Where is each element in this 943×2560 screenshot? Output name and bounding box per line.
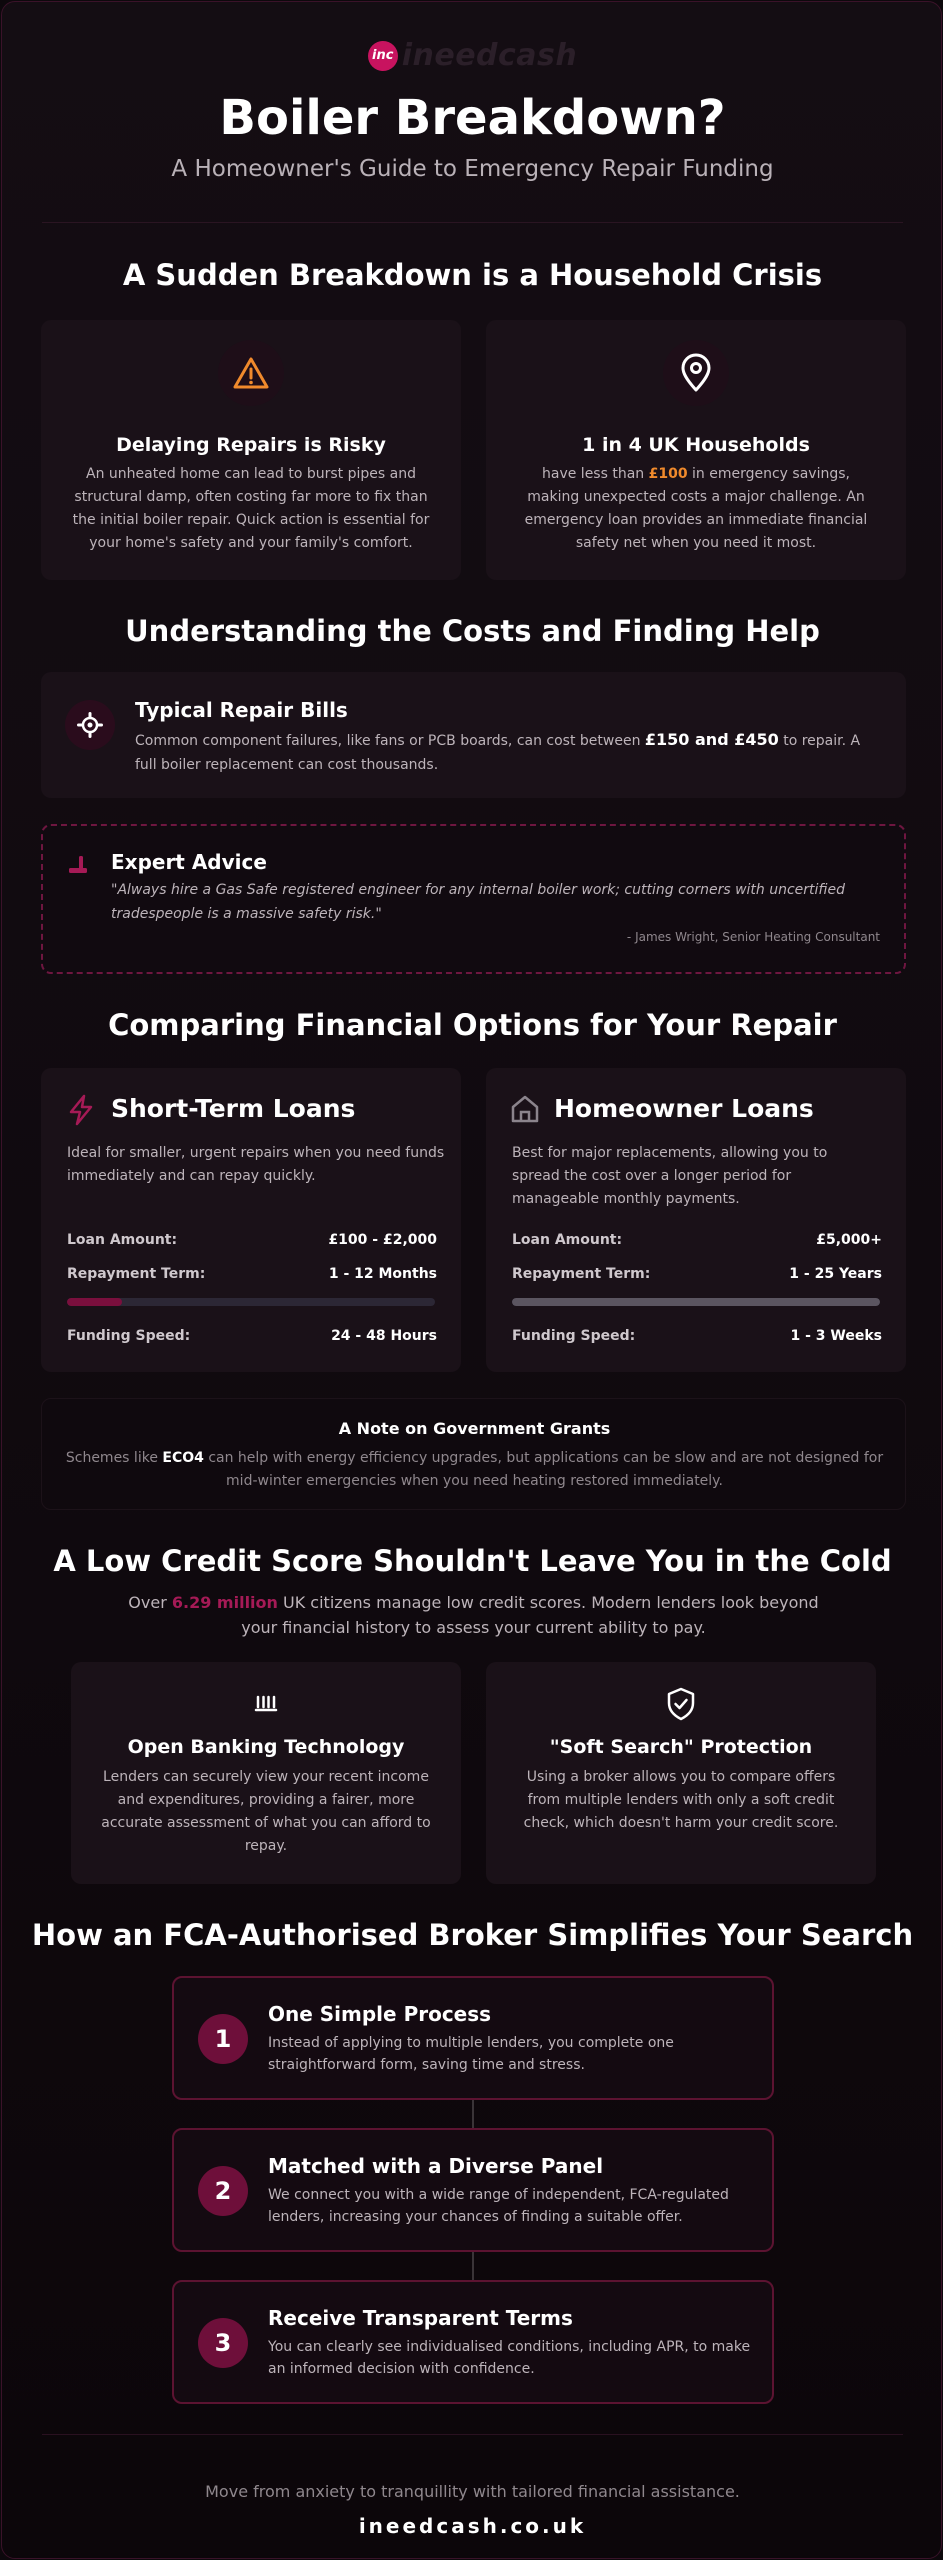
step-heading: Matched with a Diverse Panel bbox=[268, 2154, 604, 2178]
step-connector bbox=[472, 2252, 474, 2280]
funding-speed-value: 24 - 48 Hours bbox=[331, 1328, 437, 1344]
infographic-frame bbox=[1, 1, 942, 2559]
homeowner-bar-fill bbox=[512, 1298, 880, 1306]
loan-amount-value: £5,000+ bbox=[816, 1232, 882, 1248]
grants-text: Schemes like ECO4 can help with energy efficiency upgrades, but applications can be slow and are not designed for mid-winter emergencies when you need heating restored immediately. bbox=[65, 1450, 884, 1489]
soft-search-card bbox=[486, 1662, 876, 1884]
short-term-loan-text: Ideal for smaller, urgent repairs when you need funds immediately and can repay quickly. bbox=[67, 1145, 445, 1184]
risk-card-heading: Delaying Repairs is Risky bbox=[116, 434, 386, 456]
repayment-term-value: 1 - 12 Months bbox=[328, 1266, 437, 1282]
section-title-crisis: A Sudden Breakdown is a Household Crisis bbox=[122, 258, 823, 292]
expert-advice-heading: Expert Advice bbox=[111, 850, 267, 874]
expert-advice-box bbox=[41, 824, 906, 974]
open-banking-card bbox=[71, 1662, 461, 1884]
soft-search-text: Using a broker allows you to compare offers from multiple lenders with only a soft credit check, which doesn't harm your credit score. bbox=[523, 1769, 839, 1831]
step-heading: Receive Transparent Terms bbox=[268, 2306, 573, 2330]
brand-logo[interactable] bbox=[2, 38, 942, 73]
section-title-broker: How an FCA-Authorised Broker Simplifies Your Search bbox=[31, 1918, 914, 1952]
step-text: We connect you with a wide range of independent, FCA-regulated lenders, increasing your chances of finding a suitable offer. bbox=[268, 2187, 729, 2225]
section-title-costs: Understanding the Costs and Finding Help bbox=[125, 614, 820, 648]
households-card-text: have less than £100 in emergency savings, making unexpected costs a major challenge. An emergency loan provides an immediate financial safety net when you need it most. bbox=[524, 466, 868, 551]
funding-speed-label: Funding Speed: bbox=[512, 1328, 636, 1344]
step-text: You can clearly see individualised conditions, including APR, to make an informed decision with confidence. bbox=[268, 2339, 751, 2377]
loan-amount-label: Loan Amount: bbox=[512, 1232, 623, 1248]
step-heading: One Simple Process bbox=[268, 2002, 492, 2026]
short-term-bar-fill bbox=[67, 1298, 122, 1306]
section-title-credit: A Low Credit Score Shouldn't Leave You in the Cold bbox=[53, 1544, 892, 1578]
repair-bills-card bbox=[41, 672, 906, 798]
open-banking-heading: Open Banking Technology bbox=[127, 1736, 405, 1758]
step-number: 2 bbox=[198, 2166, 248, 2216]
expert-advice-author: - James Wright, Senior Heating Consultant bbox=[626, 930, 880, 944]
brand-name: ineedcash bbox=[401, 38, 578, 73]
page-subtitle: A Homeowner's Guide to Emergency Repair Funding bbox=[171, 156, 774, 182]
bank-icon bbox=[254, 1694, 278, 1718]
loan-amount-label: Loan Amount: bbox=[67, 1232, 178, 1248]
footer-tagline: Move from anxiety to tranquillity with tailored financial assistance. bbox=[205, 2482, 740, 2501]
step-card bbox=[172, 1976, 774, 2100]
open-banking-text: Lenders can securely view your recent income and expenditures, providing a fairer, more accurate assessment of what you can afford to repay. bbox=[101, 1769, 431, 1854]
section-title-options: Comparing Financial Options for Your Repair bbox=[108, 1008, 837, 1042]
grants-heading: A Note on Government Grants bbox=[338, 1419, 611, 1438]
location-pin-icon bbox=[663, 340, 729, 406]
credit-stat-highlight: 6.29 million bbox=[171, 1593, 278, 1612]
risk-card bbox=[41, 320, 461, 580]
funding-speed-label: Funding Speed: bbox=[67, 1328, 191, 1344]
risk-card-text: An unheated home can lead to burst pipes and structural damp, often costing far more to fix than the initial boiler repair. Quick action is essential for your home's safety and your family's comfort. bbox=[72, 466, 430, 551]
homeowner-loan-card bbox=[486, 1068, 906, 1372]
eco4-highlight: ECO4 bbox=[162, 1450, 204, 1466]
homeowner-loan-heading: Homeowner Loans bbox=[554, 1094, 814, 1123]
page-title: Boiler Breakdown? bbox=[219, 90, 726, 146]
repayment-term-label: Repayment Term: bbox=[67, 1266, 206, 1282]
households-card bbox=[486, 320, 906, 580]
homeowner-loan-text: Best for major replacements, allowing you to spread the cost over a longer period for manageable monthly payments. bbox=[512, 1145, 828, 1207]
repair-cost-highlight: £150 and £450 bbox=[644, 730, 779, 749]
credit-intro: Over 6.29 million UK citizens manage low credit scores. Modern lenders look beyond your financial history to assess your current ability to pay. bbox=[128, 1593, 819, 1637]
loan-amount-value: £100 - £2,000 bbox=[328, 1232, 437, 1248]
homeowner-bar bbox=[512, 1298, 880, 1306]
funding-speed-value: 1 - 3 Weeks bbox=[790, 1328, 882, 1344]
soft-search-heading: "Soft Search" Protection bbox=[549, 1736, 813, 1758]
lightning-icon bbox=[67, 1094, 95, 1130]
step-number: 3 bbox=[198, 2318, 248, 2368]
step-card bbox=[172, 2128, 774, 2252]
expert-advice-quote: "Always hire a Gas Safe registered engineer for any internal boiler work; cutting corners with uncertified tradespeople is a massive safety risk." bbox=[111, 882, 845, 922]
wrench-icon bbox=[67, 854, 89, 880]
step-card bbox=[172, 2280, 774, 2404]
short-term-loan-heading: Short-Term Loans bbox=[111, 1094, 356, 1123]
repayment-term-value: 1 - 25 Years bbox=[789, 1266, 882, 1282]
short-term-bar bbox=[67, 1298, 435, 1306]
savings-highlight: £100 bbox=[648, 466, 688, 482]
warning-triangle-icon bbox=[218, 340, 284, 406]
brand-badge: inc bbox=[368, 41, 398, 71]
short-term-loan-card bbox=[41, 1068, 461, 1372]
step-connector bbox=[472, 2100, 474, 2128]
repair-bills-text: Common component failures, like fans or PCB boards, can cost between £150 and £450 to repair. A full boiler replacement can cost thousands. bbox=[135, 730, 861, 773]
gear-icon bbox=[65, 700, 115, 750]
house-icon bbox=[510, 1094, 540, 1128]
divider bbox=[42, 222, 903, 223]
grants-note bbox=[41, 1398, 906, 1510]
step-text: Instead of applying to multiple lenders, you complete one straightforward form, saving time and stress. bbox=[268, 2035, 674, 2073]
step-number: 1 bbox=[198, 2014, 248, 2064]
households-card-heading: 1 in 4 UK Households bbox=[582, 434, 810, 456]
footer-divider bbox=[42, 2434, 903, 2435]
repayment-term-label: Repayment Term: bbox=[512, 1266, 651, 1282]
shield-check-icon bbox=[665, 1686, 697, 1726]
repair-bills-heading: Typical Repair Bills bbox=[135, 698, 348, 722]
footer-site-link[interactable]: ineedcash.co.uk bbox=[358, 2514, 587, 2538]
